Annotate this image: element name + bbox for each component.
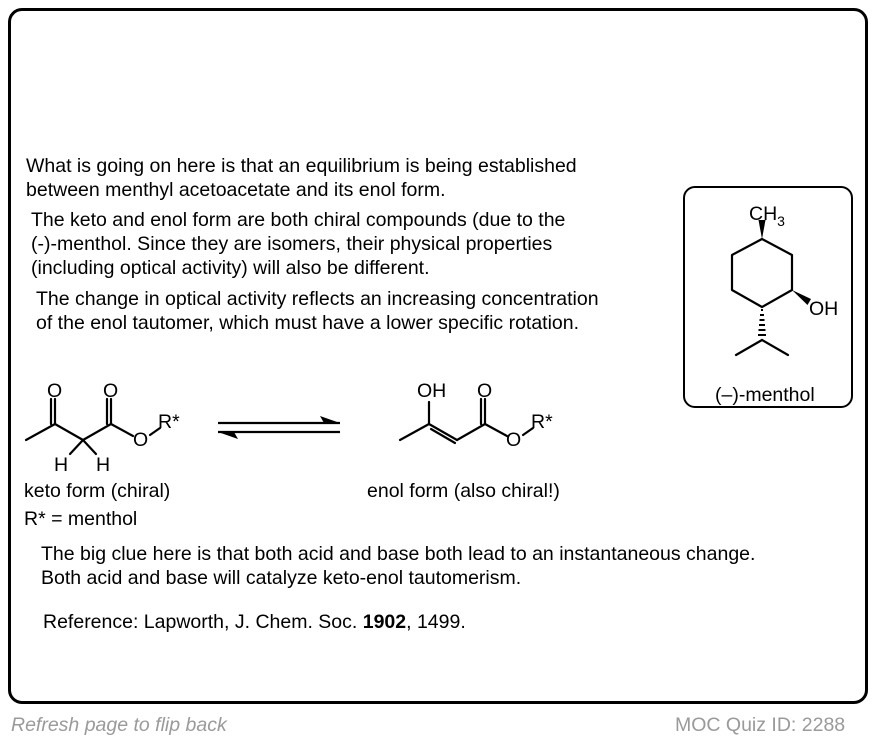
- chiral-note-line-1: The keto and enol form are both chiral compounds (due to the: [31, 209, 566, 231]
- intro-line-2: between menthyl acetoacetate and its enol form.: [26, 179, 446, 201]
- chiral-note-line-2: (-)-menthol. Since they are isomers, their physical properties: [31, 233, 553, 255]
- menthol-structure-box: [683, 186, 853, 408]
- enol-carbonyl-oxygen: O: [477, 380, 493, 402]
- refresh-hint[interactable]: Refresh page to flip back: [11, 714, 227, 736]
- menthol-ring: [732, 239, 792, 307]
- menthol-hydroxyl-label: OH: [809, 298, 839, 320]
- enol-hydroxyl-label: OH: [417, 380, 447, 402]
- reference-prefix: Reference: Lapworth, J. Chem. Soc.: [43, 611, 363, 633]
- menthol-structure-drawing: [685, 188, 855, 410]
- intro-line-1: What is going on here is that an equilibrium is being established: [26, 155, 577, 177]
- quiz-id: MOC Quiz ID: 2288: [675, 714, 846, 736]
- chiral-note-paragraph: [31, 208, 565, 280]
- keto-form-caption: keto form (chiral): [24, 480, 171, 502]
- keto-alpha-hydrogen-1: H: [54, 454, 69, 476]
- keto-r-group: R*: [158, 411, 180, 433]
- clue-line-2: Both acid and base will catalyze keto-enol tautomerism.: [41, 567, 522, 589]
- reference-year: 1902: [362, 611, 407, 633]
- isopropyl-group: [736, 340, 788, 355]
- equilibrium-arrows: [218, 416, 340, 439]
- optical-note-line-1: The change in optical activity reflects an increasing concentration: [36, 288, 599, 310]
- chiral-note-line-3: (including optical activity) will also be different.: [31, 257, 430, 279]
- tautomerism-reaction-scheme: [0, 378, 660, 478]
- menthol-label: (–)-menthol: [715, 384, 815, 406]
- isopropyl-hashed-bond: [758, 310, 766, 335]
- enol-form-caption: enol form (also chiral!): [367, 480, 560, 502]
- clue-paragraph: [41, 542, 755, 590]
- reference-line: [43, 610, 466, 634]
- keto-ester-carbonyl-oxygen: O: [103, 380, 119, 402]
- keto-alpha-hydrogen-2: H: [96, 454, 111, 476]
- clue-line-1: The big clue here is that both acid and base both lead to an instantaneous change.: [41, 543, 756, 565]
- reference-suffix: , 1499.: [406, 611, 466, 633]
- methyl-label: $CH_3$: [749, 203, 785, 229]
- keto-ester-oxygen: O: [133, 429, 149, 451]
- optical-activity-paragraph: [36, 287, 599, 335]
- keto-ketone-oxygen: O: [47, 380, 63, 402]
- enol-ester-oxygen: O: [506, 429, 522, 451]
- enol-r-group: R*: [531, 411, 553, 433]
- intro-paragraph: [26, 154, 577, 202]
- optical-note-line-2: of the enol tautomer, which must have a lower specific rotation.: [36, 312, 580, 334]
- r-group-definition: R* = menthol: [24, 508, 138, 530]
